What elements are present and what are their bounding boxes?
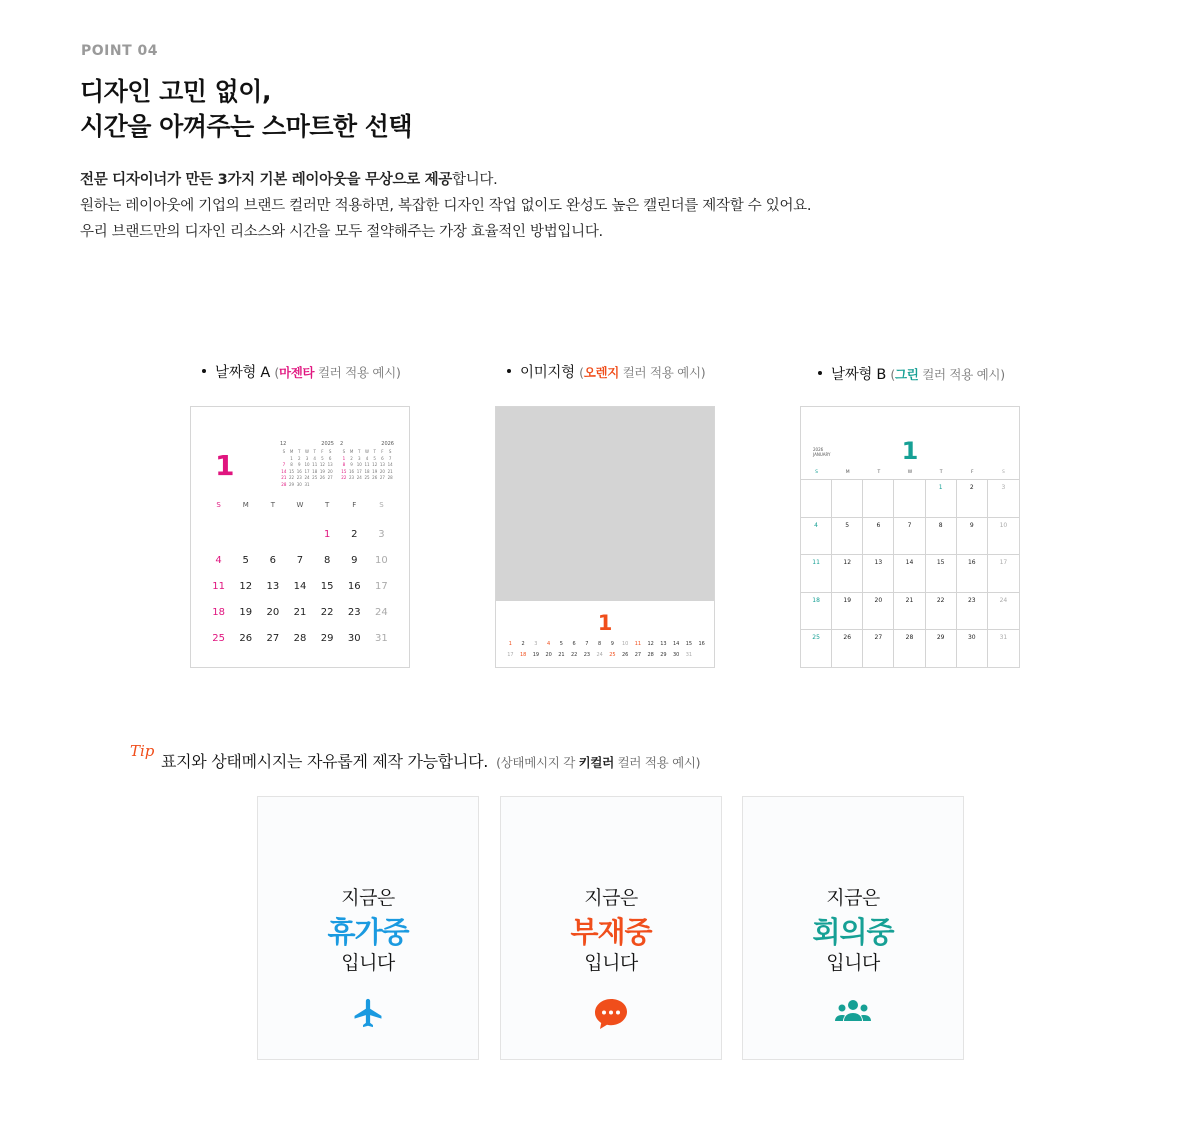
week-row: [205, 581, 395, 607]
strip-day: 18: [519, 652, 527, 658]
weekday-label: F: [352, 501, 357, 509]
bullet-icon: [202, 369, 206, 373]
month-number: 1: [597, 611, 613, 635]
group-icon: [743, 996, 963, 1026]
day-cell: 12: [239, 581, 253, 592]
description-line-1: [80, 167, 811, 193]
strip-day: 26: [621, 652, 629, 658]
weekday-label: T: [877, 470, 881, 475]
strip-day: 29: [660, 652, 667, 658]
strip-day: 9: [610, 641, 614, 647]
status-line-2: 휴가중: [327, 915, 409, 949]
status-card-vacation: [257, 796, 479, 1060]
status-card-meeting: [742, 796, 964, 1060]
day-cell: 1: [323, 529, 331, 540]
day-cell: [863, 480, 894, 518]
day-cell: 27: [863, 630, 894, 668]
day-cell: [894, 480, 925, 518]
strip-day: 19: [532, 652, 540, 658]
day-cell: 21: [293, 607, 307, 618]
status-line-1: 지금은: [584, 887, 638, 909]
date-strip-row-2: [504, 652, 708, 658]
strip-day: 15: [685, 641, 693, 647]
strip-day: 27: [634, 652, 642, 658]
strip-day: 25: [609, 652, 616, 658]
week-row: [205, 529, 395, 555]
strip-day: 28: [647, 652, 654, 658]
strip-day: 20: [545, 652, 552, 658]
day-cell: [801, 480, 832, 518]
week-row: [205, 555, 395, 581]
day-cell: 24: [375, 607, 388, 618]
day-cell: 30: [957, 630, 988, 668]
day-cell: 20: [266, 607, 280, 618]
day-cell: 17: [375, 581, 388, 592]
day-cell: 17: [988, 555, 1019, 593]
day-cell: 19: [832, 593, 863, 631]
month-number: 1: [901, 437, 919, 465]
day-cell: 9: [957, 518, 988, 556]
mini-calendar-prev: 12 2025 S M T W T F S 1 2 3 4 5 6 7 8 9 10 11 12 13 14 15 16 17 18 19 20 21 22 23 24 25 26 27 28 29 30 31: [280, 441, 334, 487]
layout-sub: (마젠타 컬러 적용 예시): [274, 365, 401, 380]
image-placeholder: [496, 407, 714, 601]
strip-day: 16: [698, 641, 705, 647]
day-cell: [286, 529, 313, 555]
status-line-1: 지금은: [826, 887, 880, 909]
description-line-3: 우리 브랜드만의 디자인 리소스와 시간을 모두 절약해주는 가장 효율적인 방법입니다.: [80, 224, 603, 240]
layout-sub: (오렌지 컬러 적용 예시): [579, 365, 706, 380]
day-cell: 22: [926, 593, 957, 631]
day-cell: 2: [351, 529, 358, 540]
status-card-away: [500, 796, 722, 1060]
layout-name: 이미지형: [520, 365, 575, 381]
tip-text: [161, 749, 700, 772]
day-cell: 31: [375, 633, 388, 644]
status-line-3: 입니다: [341, 952, 395, 974]
day-cell: 29: [320, 633, 334, 644]
strip-day: 11: [634, 641, 642, 647]
weekday-label: T: [939, 470, 943, 475]
strip-day: 24: [596, 652, 603, 658]
day-cell: 25: [212, 633, 225, 644]
weekday-label: S: [815, 470, 818, 475]
title-line-1: 디자인 고민 없이,: [80, 77, 271, 106]
color-name: 마젠타: [278, 365, 315, 380]
day-cell: 15: [926, 555, 957, 593]
day-cell: 10: [988, 518, 1019, 556]
day-cell: 3: [378, 529, 385, 540]
strip-day: 4: [547, 641, 551, 647]
day-cell: 13: [863, 555, 894, 593]
day-cell: 10: [375, 555, 388, 566]
strip-day: 6: [572, 641, 576, 647]
weekday-label: T: [324, 501, 330, 509]
strip-day: 5: [559, 641, 563, 647]
layout-name: 날짜형 A: [215, 365, 271, 381]
strip-day: 8: [598, 641, 602, 647]
mini-year: 2026: [381, 441, 394, 447]
mini-month: 2: [340, 441, 344, 447]
chat-bubble-icon: [501, 996, 721, 1032]
month-number: 1: [215, 449, 235, 482]
day-cell: 7: [894, 518, 925, 556]
day-cell: 5: [832, 518, 863, 556]
day-cell: 26: [239, 633, 253, 644]
mini-year: 2025: [321, 441, 334, 447]
day-cell: 9: [351, 555, 358, 566]
layout-label-date-b: [818, 363, 1005, 384]
color-name: 그린: [894, 367, 919, 382]
section-label: POINT 04: [81, 43, 158, 59]
weekday-header: [801, 470, 1019, 475]
day-cell: 23: [347, 607, 361, 618]
color-name: 오렌지: [583, 365, 620, 380]
strip-day: 23: [583, 652, 591, 658]
description-line-2: 원하는 레이아웃에 기업의 브랜드 컬러만 적용하면, 복잡한 디자인 작업 없이도 완성도 높은 캘린더를 제작할 수 있어요.: [80, 198, 812, 214]
status-line-2: 부재중: [570, 915, 652, 949]
day-cell: 13: [266, 581, 280, 592]
weekday-label: W: [296, 501, 304, 509]
week-row: [205, 607, 395, 633]
day-cell: 15: [320, 581, 334, 592]
day-cell: 23: [957, 593, 988, 631]
description: [80, 167, 811, 245]
weekday-label: M: [242, 501, 249, 509]
layout-name: 날짜형 B: [831, 367, 887, 383]
description-bold: 전문 디자이너가 만든 3가지 기본 레이아웃을 무상으로 제공: [80, 172, 452, 188]
day-cell: 2: [957, 480, 988, 518]
day-cell: [205, 529, 232, 555]
day-cell: 7: [296, 555, 304, 566]
strip-day: 12: [647, 641, 654, 647]
day-cell: 12: [832, 555, 863, 593]
bullet-icon: [507, 369, 511, 373]
strip-day: 22: [570, 652, 578, 658]
month-name: JANUARY: [813, 452, 831, 457]
day-cell: 30: [347, 633, 361, 644]
weekday-label: F: [970, 470, 974, 475]
layout-label-image: [507, 361, 705, 382]
date-strip-row-1: [504, 641, 708, 647]
day-cell: [259, 529, 286, 555]
day-cell: [832, 480, 863, 518]
tip-label: Tip: [130, 742, 155, 760]
strip-day: 3: [534, 641, 538, 647]
day-cell: 29: [926, 630, 957, 668]
day-cell: 6: [863, 518, 894, 556]
strip-day: 21: [558, 652, 565, 658]
day-cell: [232, 529, 259, 555]
calendar-grid: [205, 501, 395, 659]
status-line-3: 입니다: [826, 952, 880, 974]
strip-day: 17: [507, 652, 514, 658]
day-cell: 28: [293, 633, 307, 644]
day-cell: 4: [215, 555, 222, 566]
week-row: [205, 633, 395, 659]
tip-main: 표지와 상태메시지는 자유롭게 제작 가능합니다.: [161, 752, 489, 771]
day-cell: 1: [926, 480, 957, 518]
description-rest: 합니다.: [452, 172, 498, 188]
day-cell: 27: [266, 633, 280, 644]
weekday-label: S: [216, 501, 221, 509]
calendar-grid: [801, 479, 1019, 668]
day-cell: 16: [347, 581, 361, 592]
bullet-icon: [818, 371, 822, 375]
airplane-icon: [258, 996, 478, 1030]
weekday-header: [205, 501, 395, 529]
day-cell: 3: [988, 480, 1019, 518]
mini-month: 12: [280, 441, 287, 447]
day-cell: 19: [239, 607, 253, 618]
status-line-3: 입니다: [584, 952, 638, 974]
day-cell: 31: [988, 630, 1019, 668]
strip-day: 30: [672, 652, 680, 658]
calendar-card-image: [495, 406, 715, 668]
strip-day: 2: [521, 641, 525, 647]
day-cell: 16: [957, 555, 988, 593]
status-line-1: 지금은: [341, 887, 395, 909]
strip-day: 10: [621, 641, 629, 647]
calendar-card-date-b: [800, 406, 1020, 668]
day-cell: 21: [894, 593, 925, 631]
calendar-card-date-a: [190, 406, 410, 668]
day-cell: 5: [242, 555, 249, 566]
mini-calendar-next: 2 2026 S M T W T F S 1 2 3 4 5 6 7 8 9 10 11 12 13 14 15 16 17 18 19 20 21 22 23 24 25 26 27 28: [340, 441, 394, 480]
day-cell: 14: [894, 555, 925, 593]
weekday-label: S: [1001, 470, 1005, 475]
day-cell: 22: [320, 607, 334, 618]
title-line-2: 시간을 아껴주는 스마트한 선택: [80, 112, 413, 141]
layout-label-date-a: [202, 361, 401, 382]
strip-day: 1: [508, 641, 512, 647]
day-cell: 20: [863, 593, 894, 631]
weekday-label: W: [907, 470, 913, 475]
day-cell: 18: [212, 607, 225, 618]
day-cell: 26: [832, 630, 863, 668]
day-cell: 28: [894, 630, 925, 668]
day-cell: 4: [801, 518, 832, 556]
strip-day: 13: [660, 641, 667, 647]
weekday-label: M: [845, 470, 850, 475]
tip-sub: (상태메시지 각 키컬러 컬러 적용 예시): [496, 755, 701, 770]
weekday-label: T: [270, 501, 275, 509]
day-cell: 25: [801, 630, 832, 668]
strip-day: 14: [672, 641, 680, 647]
day-cell: 11: [212, 581, 225, 592]
day-cell: 14: [293, 581, 307, 592]
day-cell: 6: [269, 555, 277, 566]
weekday-label: S: [379, 501, 384, 509]
day-cell: 8: [926, 518, 957, 556]
strip-day: 31: [685, 652, 693, 658]
strip-day: 7: [585, 641, 589, 647]
day-cell: 8: [323, 555, 331, 566]
page-title: [80, 74, 412, 144]
status-line-2: 회의중: [812, 915, 894, 949]
day-cell: 11: [801, 555, 832, 593]
day-cell: 24: [988, 593, 1019, 631]
year: 2026: [813, 447, 824, 452]
day-cell: 18: [801, 593, 832, 631]
layout-sub: (그린 컬러 적용 예시): [890, 367, 1005, 382]
